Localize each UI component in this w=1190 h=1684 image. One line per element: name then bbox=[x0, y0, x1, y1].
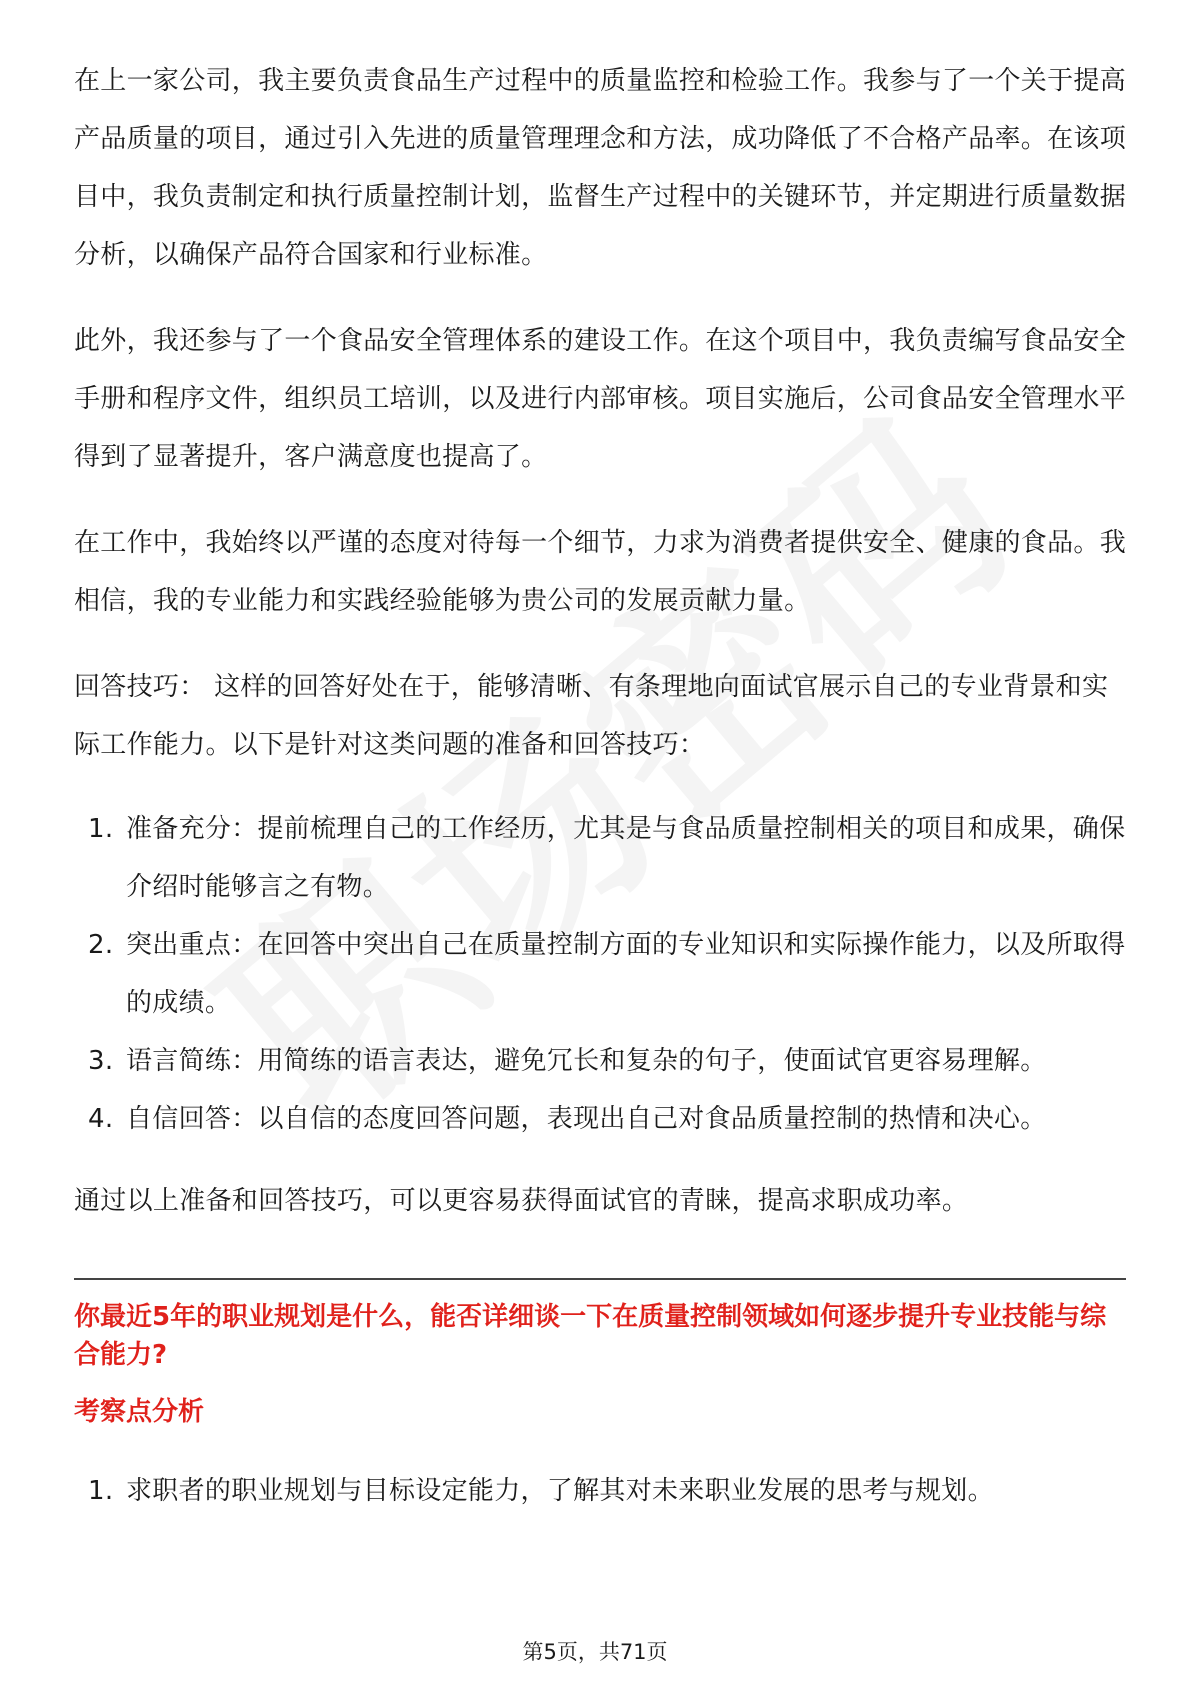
list-text: 求职者的职业规划与目标设定能力，了解其对未来职业发展的思考与规划。 bbox=[126, 1476, 994, 1506]
page-footer: 第5页，共71页 bbox=[522, 1640, 668, 1664]
list-text: 自信回答：以自信的态度回答问题，表现出自己对食品质量控制的热情和决心。 bbox=[126, 1104, 1047, 1134]
paragraph-food-safety: 此外，我还参与了一个食品安全管理体系的建设工作。在这个项目中，我负责编写食品安全手册和程序文件，组织员工培训，以及进行内部审核。项目实施后，公司食品安全管理水平得到了显著提升，客户满意度也提高了。 bbox=[74, 326, 1127, 472]
list-number: 2. bbox=[88, 930, 114, 960]
list-text: 语言简练：用简练的语言表达，避免冗长和复杂的句子，使面试官更容易理解。 bbox=[126, 1046, 1047, 1076]
tips-list bbox=[74, 800, 1126, 1148]
conclusion-paragraph: 通过以上准备和回答技巧，可以更容易获得面试官的青睐，提高求职成功率。 bbox=[74, 1186, 969, 1216]
list-item bbox=[74, 800, 1126, 916]
section-divider bbox=[74, 1278, 1126, 1280]
list-number: 4. bbox=[88, 1104, 114, 1134]
paragraph-experience: 在上一家公司，我主要负责食品生产过程中的质量监控和检验工作。我参与了一个关于提高产品质量的项目，通过引入先进的质量管理理念和方法，成功降低了不合格产品率。在该项目中，我负责制定和执行质量控制计划，监督生产过程中的关键环节，并定期进行质量数据分析，以确保产品符合国家和行业标准。 bbox=[74, 66, 1127, 270]
answer-tips-intro: 回答技巧： 这样的回答好处在于，能够清晰、有条理地向面试官展示自己的专业背景和实际工作能力。以下是针对这类问题的准备和回答技巧： bbox=[74, 672, 1109, 760]
list-item bbox=[74, 1032, 1126, 1090]
list-item bbox=[74, 1090, 1126, 1148]
list-item bbox=[74, 1462, 1126, 1520]
paragraph-attitude: 在工作中，我始终以严谨的态度对待每一个细节，力求为消费者提供安全、健康的食品。我相信，我的专业能力和实践经验能够为贵公司的发展贡献力量。 bbox=[74, 528, 1127, 616]
analysis-heading: 考察点分析 bbox=[74, 1397, 205, 1427]
list-text: 突出重点：在回答中突出自己在质量控制方面的专业知识和实际操作能力，以及所取得的成绩。 bbox=[126, 930, 1126, 1018]
analysis-list bbox=[74, 1462, 1126, 1520]
list-item bbox=[74, 916, 1126, 1032]
list-number: 1. bbox=[88, 1476, 114, 1506]
list-number: 1. bbox=[88, 814, 114, 844]
interview-question: 你最近5年的职业规划是什么，能否详细谈一下在质量控制领域如何逐步提升专业技能与综合能力? bbox=[74, 1302, 1107, 1370]
document-page bbox=[74, 52, 1126, 1544]
list-number: 3. bbox=[88, 1046, 114, 1076]
list-text: 准备充分：提前梳理自己的工作经历，尤其是与食品质量控制相关的项目和成果，确保介绍时能够言之有物。 bbox=[126, 814, 1126, 902]
